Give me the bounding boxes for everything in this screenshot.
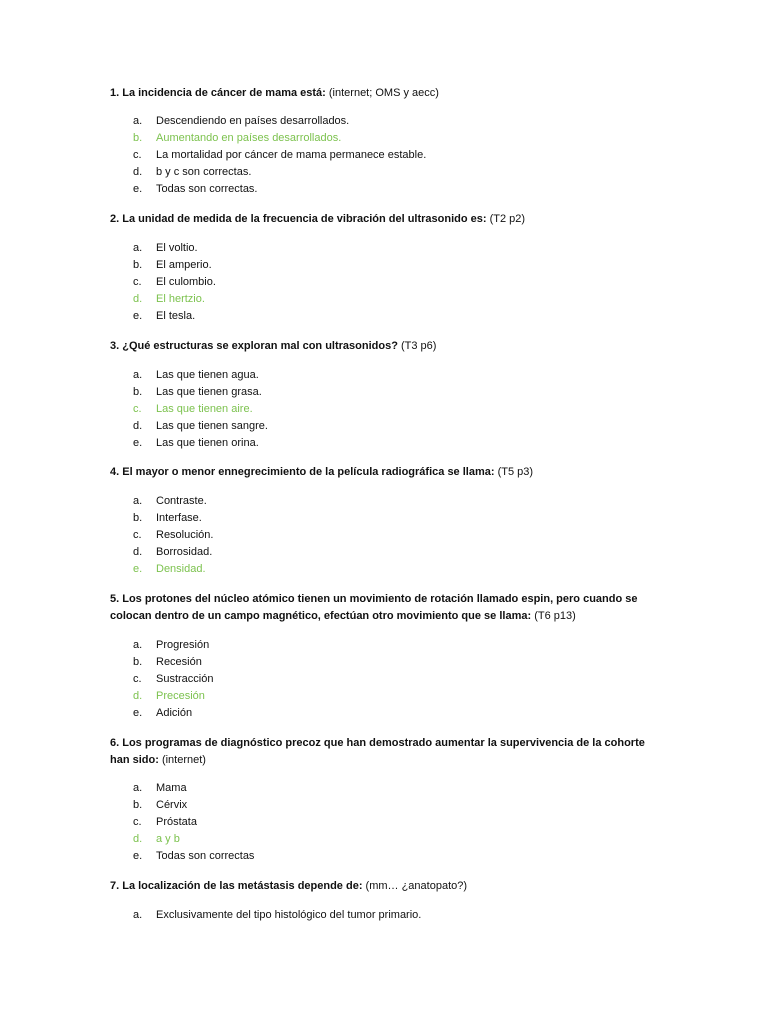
option-4d: d. Borrosidad.	[133, 546, 213, 559]
option-3a: a. Las que tienen agua.	[133, 369, 259, 381]
question-7	[110, 878, 660, 895]
option-2c: c. El culombio.	[133, 276, 216, 289]
option-1a: a. Descendiendo en países desarrollados.	[133, 115, 350, 127]
question-2-ref: (T2 p2)	[486, 213, 526, 225]
question-7-options	[133, 907, 673, 924]
question-6-ref: (internet)	[158, 754, 206, 766]
question-1-ref: (internet; OMS y aecc)	[325, 87, 439, 99]
option-1c: c. La mortalidad por cáncer de mama permanece estable.	[133, 149, 427, 162]
question-4-ref: (T5 p3)	[494, 466, 534, 478]
question-5	[110, 591, 660, 625]
option-4c: c. Resolución.	[133, 529, 214, 542]
option-5c: c. Sustracción	[133, 673, 214, 686]
option-2a: a. El voltio.	[133, 242, 198, 254]
option-1d: d. b y c son correctas.	[133, 166, 252, 179]
question-5-options	[133, 637, 673, 722]
question-3-options	[133, 367, 673, 452]
question-2-options	[133, 240, 673, 325]
option-5b: b. Recesión	[133, 656, 202, 669]
question-1-options	[133, 113, 673, 198]
option-6c: c. Próstata	[133, 816, 197, 829]
option-5a: a. Progresión	[133, 639, 210, 651]
question-4-title: 4. El mayor o menor ennegrecimiento de la película radiográfica se llama:	[110, 466, 495, 478]
question-6-title: 6. Los programas de diagnóstico precoz que han demostrado aumentar la supervivencia de la cohorte han sido:	[110, 737, 645, 766]
question-2	[110, 211, 660, 228]
option-2e: e. El tesla.	[133, 310, 196, 323]
question-3-title: 3. ¿Qué estructuras se exploran mal con ultrasonidos?	[110, 340, 398, 352]
question-6-options	[133, 780, 673, 865]
option-6a: a. Mama	[133, 782, 187, 794]
question-7-ref: (mm… ¿anatopato?)	[362, 880, 468, 892]
question-2-title: 2. La unidad de medida de la frecuencia de vibración del ultrasonido es:	[110, 213, 487, 225]
question-7-title: 7. La localización de las metástasis depende de:	[110, 880, 363, 892]
question-6	[110, 735, 660, 769]
question-4	[110, 464, 660, 481]
option-6d-correct: d. a y b	[133, 833, 180, 846]
option-6b: b. Cérvix	[133, 799, 188, 812]
option-4e-correct: e. Densidad.	[133, 563, 206, 576]
option-5d-correct: d. Precesión	[133, 690, 205, 703]
question-1	[110, 85, 660, 102]
option-4b: b. Interfase.	[133, 512, 202, 525]
option-3b: b. Las que tienen grasa.	[133, 386, 262, 399]
option-3e: e. Las que tienen orina.	[133, 437, 259, 450]
option-3c-correct: c. Las que tienen aire.	[133, 403, 253, 416]
question-3	[110, 338, 660, 355]
question-1-title: 1. La incidencia de cáncer de mama está:	[110, 87, 326, 99]
option-7a: a. Exclusivamente del tipo histológico del tumor primario.	[133, 909, 422, 921]
option-3d: d. Las que tienen sangre.	[133, 420, 268, 433]
question-3-ref: (T3 p6)	[397, 340, 437, 352]
option-2b: b. El amperio.	[133, 259, 212, 272]
option-2d-correct: d. El hertzio.	[133, 293, 205, 306]
option-1e: e. Todas son correctas.	[133, 183, 258, 196]
option-5e: e. Adición	[133, 707, 193, 720]
question-5-title: 5. Los protones del núcleo atómico tienen un movimiento de rotación llamado espin, pero cuando se colocan dentro de un campo magnético, efectúan otro movimiento que se llama:	[110, 593, 638, 622]
question-4-options	[133, 493, 673, 578]
option-4a: a. Contraste.	[133, 495, 207, 507]
option-1b-correct: b. Aumentando en países desarrollados.	[133, 132, 342, 145]
question-5-ref: (T6 p13)	[531, 610, 576, 622]
option-6e: e. Todas son correctas	[133, 850, 255, 863]
